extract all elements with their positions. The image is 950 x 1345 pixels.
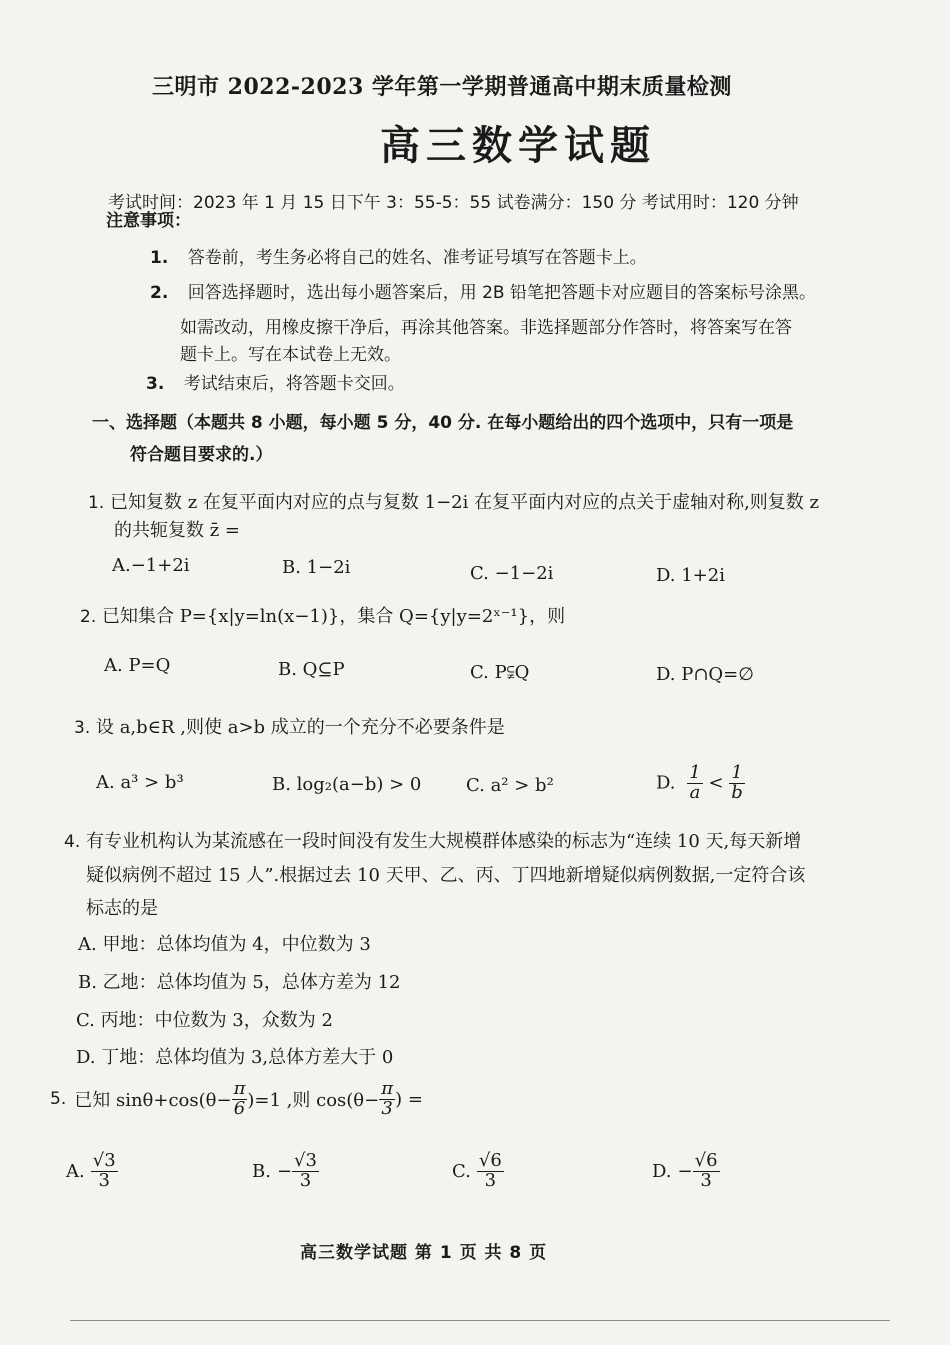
fraction-denominator: a: [689, 781, 701, 803]
notice-item-2-line-2: 如需改动，用橡皮擦干净后，再涂其他答案。非选择题部分作答时，将答案写在答: [180, 318, 792, 338]
option-label: D.: [656, 772, 676, 794]
fraction: [232, 1080, 248, 1119]
question-number: 1.: [88, 493, 105, 513]
option-label: C.: [452, 1160, 471, 1182]
question-2: [80, 602, 565, 628]
option-a: A. 甲地：总体均值为 4，中位数为 3: [78, 934, 371, 955]
question-number: 3.: [74, 718, 91, 738]
fraction-denominator: 6: [233, 1097, 246, 1119]
question-number: 2.: [80, 607, 97, 627]
page-bottom-divider: [70, 1320, 890, 1321]
notice-item-number: 3.: [146, 374, 165, 394]
operator: <: [708, 772, 724, 794]
option-c: C. P⫋Q: [470, 662, 530, 683]
notice-item-text: 回答选择题时，选出每小题答案后，用 2B 铅笔把答题卡对应题目的答案标号涂黑。: [187, 283, 816, 303]
fraction-numerator: π: [381, 1078, 394, 1099]
question-1-line-2: 的共轭复数 z̄ =: [114, 520, 241, 541]
option-d: D. 丁地：总体均值为 3,总体方差大于 0: [76, 1047, 394, 1068]
option-a: A. P=Q: [104, 655, 171, 676]
option-b: B. 乙地：总体均值为 5，总体方差为 12: [78, 972, 401, 993]
option-b: [252, 1152, 319, 1191]
notice-item-text: 答卷前，考生务必将自己的姓名、准考证号填写在答题卡上。: [187, 248, 647, 268]
option-c: C. −1−2i: [470, 563, 554, 584]
page-footer: 高三数学试题 第 1 页 共 8 页: [300, 1243, 548, 1263]
option-label: D.: [652, 1160, 672, 1182]
fraction: [379, 1080, 395, 1119]
option-c: C. a² > b²: [466, 775, 554, 796]
fraction-denominator: 3: [299, 1169, 312, 1191]
question-4: [64, 827, 801, 853]
option-d: [652, 1152, 720, 1191]
option-sign: −: [677, 1160, 693, 1182]
option-b: B. log₂(a−b) > 0: [272, 774, 422, 795]
option-c: [452, 1152, 504, 1191]
option-c: C. 丙地：中位数为 3，众数为 2: [76, 1010, 333, 1031]
question-text: 设 a,b∈R ,则使 a>b 成立的一个充分不必要条件是: [95, 717, 505, 738]
option-d: D. P∩Q=∅: [656, 664, 754, 685]
fraction: [292, 1152, 319, 1191]
fraction-denominator: 3: [98, 1169, 110, 1191]
fraction-numerator: √6: [694, 1150, 718, 1171]
fraction-numerator: √6: [478, 1150, 502, 1171]
fraction-denominator: 3: [484, 1169, 497, 1191]
fraction-numerator: √3: [92, 1150, 116, 1171]
fraction: [687, 764, 702, 803]
option-label: A.: [66, 1160, 85, 1182]
option-a: A. a³ > b³: [96, 772, 184, 793]
notice-item-number: 2.: [150, 283, 169, 303]
fraction-numerator: √3: [294, 1150, 317, 1171]
fraction-numerator: 1: [731, 762, 743, 783]
fraction-numerator: π: [233, 1078, 246, 1099]
notice-item-2: [150, 278, 816, 303]
fraction-denominator: b: [731, 781, 743, 803]
question-number: 5.: [50, 1089, 67, 1110]
notice-item-3: [146, 369, 405, 394]
question-1: [88, 488, 819, 514]
question-text: )=1 ,则 cos(θ−: [247, 1090, 380, 1112]
option-d: D. 1+2i: [656, 565, 725, 586]
question-text: 有专业机构认为某流感在一段时间没有发生大规模群体感染的标志为“连续 10 天,每天新增: [85, 831, 802, 852]
notice-title: 注意事项：: [106, 211, 191, 231]
question-text: ) =: [395, 1088, 423, 1110]
notice-item-number: 1.: [150, 248, 169, 268]
fraction: [693, 1152, 720, 1191]
fraction: [729, 764, 745, 803]
question-number: 4.: [64, 832, 81, 852]
section-heading-line-2: 符合题目要求的.）: [130, 445, 273, 465]
option-d: [656, 764, 745, 803]
fraction-denominator: 3: [381, 1097, 393, 1119]
question-text: 已知集合 P={x|y=ln(x−1)}，集合 Q={y|y=2ˣ⁻¹}，则: [101, 606, 566, 627]
option-a: [66, 1152, 118, 1191]
option-b: B. 1−2i: [282, 557, 351, 578]
section-heading: 一、选择题（本题共 8 小题，每小题 5 分，40 分. 在每小题给出的四个选项中，只有一项是: [92, 413, 794, 433]
notice-item-text: 考试结束后，将答题卡交回。: [183, 374, 405, 394]
exam-info-line: 考试时间：2023 年 1 月 15 日下午 3：55-5：55 试卷满分：150 分 考试用时：120 分钟: [108, 193, 799, 213]
option-a: A.−1+2i: [112, 555, 190, 576]
fraction-numerator: 1: [689, 762, 701, 783]
fraction-denominator: 3: [700, 1169, 712, 1191]
notice-item-1: [150, 243, 647, 268]
question-4-line-2: 疑似病例不超过 15 人”.根据过去 10 天甲、乙、丙、丁四地新增疑似病例数据,一定符合该: [86, 865, 806, 886]
question-3: [74, 713, 505, 739]
fraction: [91, 1152, 118, 1191]
question-text: 已知复数 z 在复平面内对应的点与复数 1−2i 在复平面内对应的点关于虚轴对称,则复数 z: [109, 492, 820, 513]
question-4-line-3: 标志的是: [86, 898, 158, 919]
question-5: [50, 1080, 423, 1119]
fraction: [477, 1152, 504, 1191]
option-b: B. Q⊆P: [278, 659, 345, 680]
option-sign: −: [276, 1160, 293, 1182]
question-text: 已知 sinθ+cos(θ−: [74, 1090, 232, 1112]
page-title: 高三数学试题: [380, 122, 656, 169]
notice-item-2-line-3: 题卡上。写在本试卷上无效。: [180, 345, 401, 365]
option-label: B.: [252, 1160, 271, 1182]
exam-header-title: 三明市 2022-2023 学年第一学期普通高中期末质量检测: [152, 74, 732, 100]
